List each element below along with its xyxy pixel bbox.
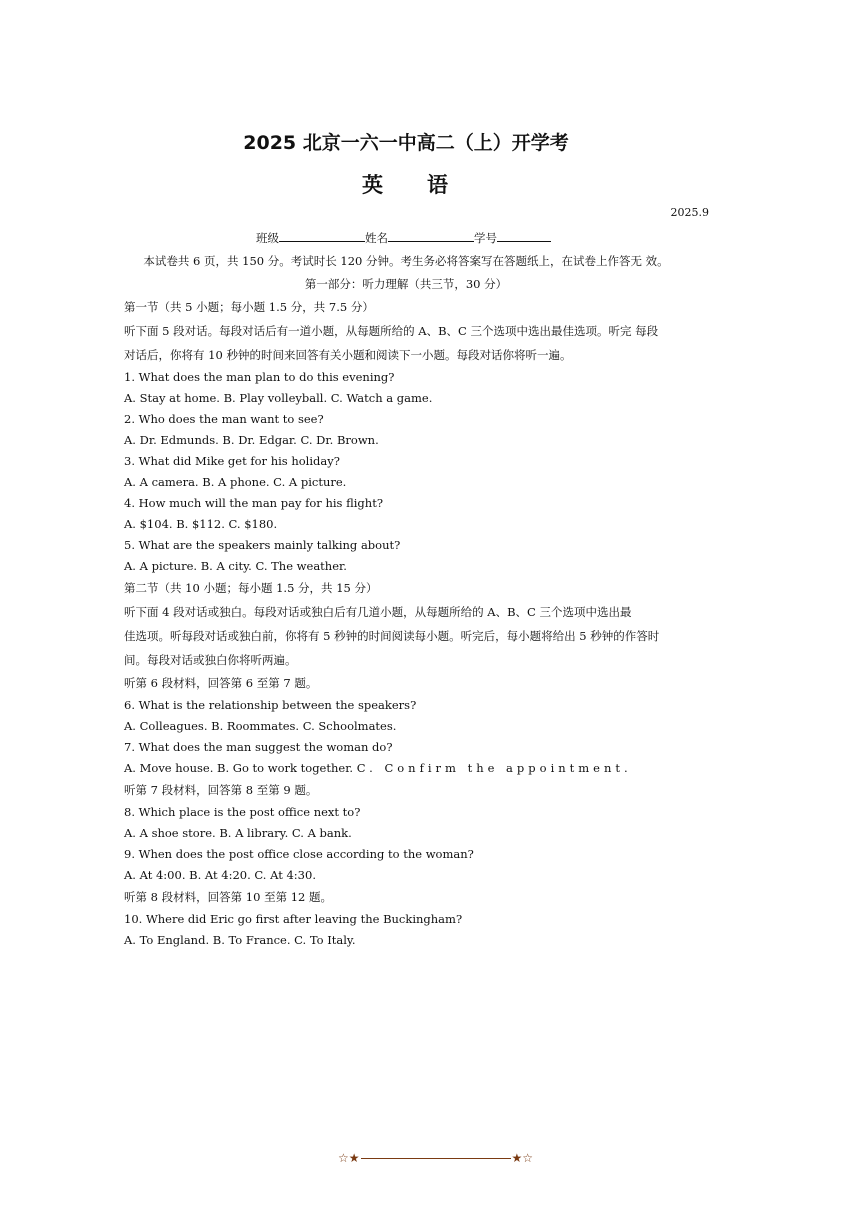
question-1: 1. What does the man plan to do this evening? <box>124 370 395 384</box>
section2-directions-1: 听下面 4 段对话或独白。每段对话或独白后有几道小题，从每题所给的 A、B、C 三个选项中选出最 <box>124 605 632 619</box>
options-7-part2: C. Confirm the appointment. <box>356 761 632 775</box>
question-5: 5. What are the speakers mainly talking about? <box>124 538 401 552</box>
section1-directions-1: 听下面 5 段对话。每段对话后有一道小题，从每题所给的 A、B、C 三个选项中选出最佳选项。听完 每段 <box>124 324 659 338</box>
options-7 <box>124 761 632 775</box>
footer-stars-left: ☆★ <box>338 1151 360 1165</box>
section1-title: 第一节（共 5 小题；每小题 1.5 分，共 7.5 分） <box>124 300 374 314</box>
question-4: 4. How much will the man pay for his flight? <box>124 496 383 510</box>
question-7: 7. What does the man suggest the woman do? <box>124 740 393 754</box>
question-6: 6. What is the relationship between the speakers? <box>124 698 417 712</box>
options-4: A. $104. B. $112. C. $180. <box>124 517 278 531</box>
material-8-instruction: 听第 8 段材料，回答第 10 至第 12 题。 <box>124 890 333 904</box>
section1-directions-2: 对话后，你将有 10 秒钟的时间来回答有关小题和阅读下一小题。每段对话你将听一遍。 <box>124 348 572 362</box>
options-2: A. Dr. Edmunds. B. Dr. Edgar. C. Dr. Brown. <box>124 433 379 447</box>
options-3: A. A camera. B. A phone. C. A picture. <box>124 475 347 489</box>
part1-title: 第一部分：听力理解（共三节，30 分） <box>304 277 508 291</box>
exam-date: 2025.9 <box>670 206 709 219</box>
options-1: A. Stay at home. B. Play volleyball. C. Watch a game. <box>124 391 433 405</box>
subject-char-1: 英 <box>362 173 385 197</box>
name-label: 姓名 <box>365 231 388 245</box>
question-3: 3. What did Mike get for his holiday? <box>124 454 340 468</box>
section2-directions-3: 间。每段对话或独白你将听两遍。 <box>124 653 297 667</box>
question-9: 9. When does the post office close according to the woman? <box>124 847 474 861</box>
page-footer <box>338 1151 533 1165</box>
footer-rule <box>361 1158 511 1159</box>
id-label: 学号 <box>474 231 497 245</box>
exam-instructions: 本试卷共 6 页，共 150 分。考试时长 120 分钟。考生务必将答案写在答题纸上，在试卷上作答无 效。 <box>143 254 669 268</box>
question-10: 10. Where did Eric go first after leaving the Buckingham? <box>124 912 463 926</box>
options-10: A. To England. B. To France. C. To Italy. <box>124 933 356 947</box>
subject-char-2: 语 <box>427 173 450 197</box>
exam-title: 2025 北京一六一中高二（上）开学考 <box>243 132 569 154</box>
options-8: A. A shoe store. B. A library. C. A bank. <box>124 826 352 840</box>
options-6: A. Colleagues. B. Roommates. C. Schoolmates. <box>124 719 397 733</box>
material-6-instruction: 听第 6 段材料，回答第 6 至第 7 题。 <box>124 676 318 690</box>
footer-stars-right: ★☆ <box>511 1151 534 1165</box>
question-2: 2. Who does the man want to see? <box>124 412 324 426</box>
question-8: 8. Which place is the post office next to? <box>124 805 361 819</box>
options-5: A. A picture. B. A city. C. The weather. <box>124 559 347 573</box>
section2-directions-2: 佳选项。听每段对话或独白前，你将有 5 秒钟的时间阅读每小题。听完后，每小题将给出 5 秒钟的作答时 <box>124 629 660 643</box>
options-9: A. At 4:00. B. At 4:20. C. At 4:30. <box>124 868 316 882</box>
class-blank[interactable] <box>279 229 365 242</box>
material-7-instruction: 听第 7 段材料，回答第 8 至第 9 题。 <box>124 783 318 797</box>
student-info-line <box>256 229 551 246</box>
section2-title: 第二节（共 10 小题；每小题 1.5 分，共 15 分） <box>124 581 378 595</box>
name-blank[interactable] <box>388 229 474 242</box>
subject-title <box>0 169 812 199</box>
class-label: 班级 <box>256 231 279 245</box>
options-7-part1: A. Move house. B. Go to work together. <box>124 761 357 775</box>
id-blank[interactable] <box>497 229 551 242</box>
